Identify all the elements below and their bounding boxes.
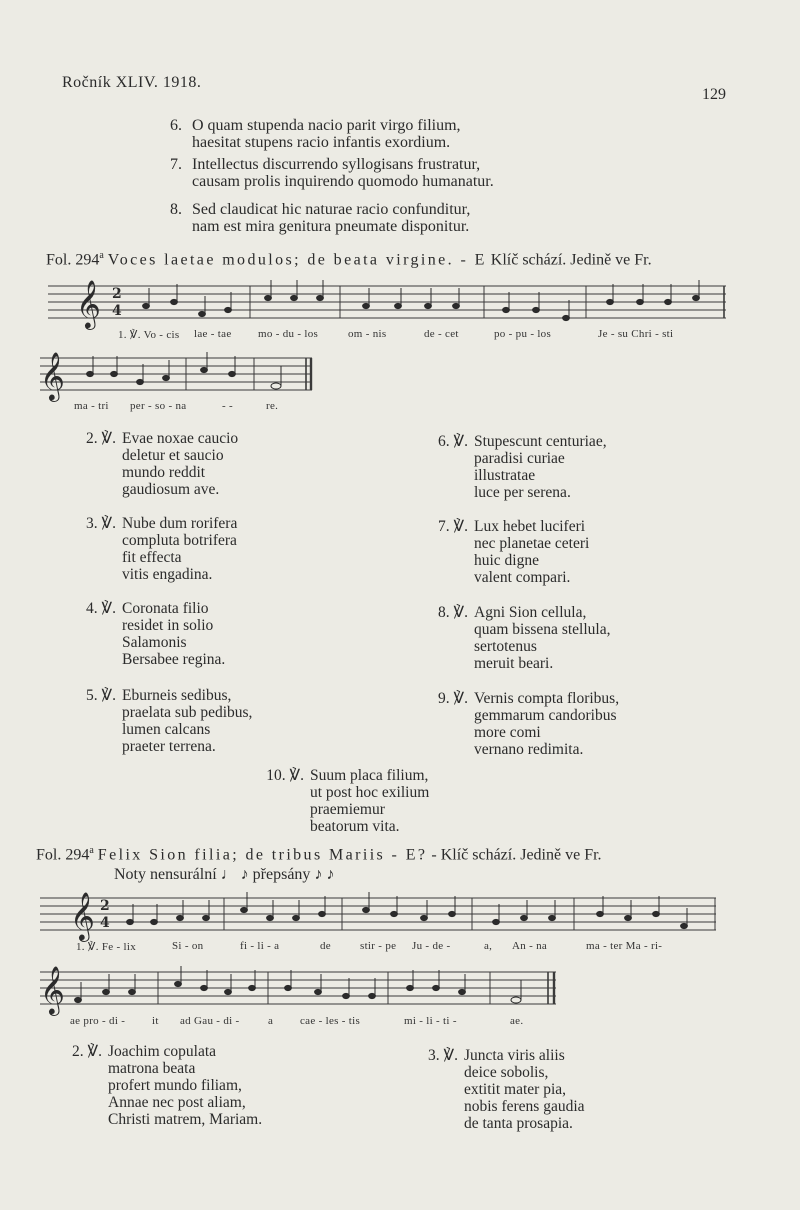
incipit: Felix Sion filia; de tribus Mariis - E? bbox=[97, 846, 428, 864]
verse-line: matrona beata bbox=[108, 1060, 196, 1077]
verse-number: 5. ℣. bbox=[86, 687, 116, 704]
verse-6 bbox=[428, 433, 607, 501]
lyric-syllable: ma - ter Ma - ri- bbox=[586, 940, 663, 952]
notes-staff-3 bbox=[127, 892, 688, 929]
lyric-syllable: fi - li - a bbox=[240, 940, 280, 952]
verse-3b bbox=[418, 1047, 585, 1132]
editorial-note: - Klíč schází. Jedině ve Fr. bbox=[431, 846, 602, 864]
verse-number: 2. ℣. bbox=[86, 430, 116, 447]
staff-3 bbox=[40, 898, 716, 930]
verse-line: Stupescunt centuriae, bbox=[474, 433, 607, 450]
verse-number: 9. ℣. bbox=[438, 690, 468, 707]
lyric-syllable: stir - pe bbox=[360, 940, 397, 952]
verse-line: Joachim copulata bbox=[108, 1043, 217, 1060]
verse-10 bbox=[256, 767, 429, 835]
fol-label: Fol. bbox=[46, 251, 72, 269]
lyric-syllable: 1. ℣. Fe - lix bbox=[76, 941, 137, 953]
treble-clef-icon: 𝄞 bbox=[40, 351, 65, 400]
time-signature-top: 2 bbox=[100, 898, 110, 914]
treble-clef-icon: 𝄞 bbox=[76, 279, 101, 328]
verse-line: paradisi curiae bbox=[474, 450, 565, 467]
verse-line: more comi bbox=[474, 724, 541, 741]
lyric-syllable: po - pu - los bbox=[494, 328, 552, 340]
stanza-6 bbox=[170, 117, 461, 151]
stanza-line: Intellectus discurrendo syllogisans frustratur, bbox=[192, 156, 481, 173]
verse-line: praeter terrena. bbox=[122, 738, 216, 755]
verse-line: profert mundo filiam, bbox=[108, 1077, 242, 1094]
verse-3 bbox=[76, 515, 237, 583]
lyric-syllable: ae. bbox=[510, 1015, 524, 1027]
verse-line: praemiemur bbox=[310, 801, 385, 818]
notes-staff-2 bbox=[87, 352, 281, 389]
verse-line: Bersabee regina. bbox=[122, 651, 226, 668]
verse-line: vernano redimita. bbox=[474, 741, 584, 758]
verse-line: nec planetae ceteri bbox=[474, 535, 590, 552]
time-signature-bottom: 4 bbox=[100, 915, 110, 931]
verse-2 bbox=[76, 430, 238, 498]
verse-number: 7. ℣. bbox=[438, 518, 468, 535]
stanza-number: 8. bbox=[170, 201, 182, 218]
section1-heading bbox=[46, 250, 652, 269]
verse-line: lumen calcans bbox=[122, 721, 211, 738]
stanza-number: 6. bbox=[170, 117, 182, 134]
lyric-syllable: a bbox=[268, 1015, 274, 1027]
verse-number: 4. ℣. bbox=[86, 600, 116, 617]
incipit: Voces laetae modulos; de beata virgine. - E bbox=[107, 251, 487, 269]
verse-line: mundo reddit bbox=[122, 464, 206, 481]
treble-clef-icon: 𝄞 bbox=[40, 965, 65, 1014]
verse-line: gemmarum candoribus bbox=[474, 707, 617, 724]
stanza-7 bbox=[170, 156, 494, 190]
verse-line: ut post hoc exilium bbox=[310, 784, 430, 801]
verse-line: meruit beari. bbox=[474, 655, 554, 672]
page-number: 129 bbox=[702, 86, 726, 103]
lyric-syllable: ae pro - di - bbox=[70, 1015, 126, 1027]
verse-number: 8. ℣. bbox=[438, 604, 468, 621]
verse-line: residet in solio bbox=[122, 617, 214, 634]
verse-line: fit effecta bbox=[122, 549, 182, 566]
stanza-line: haesitat stupens racio infantis exordium. bbox=[192, 134, 451, 151]
lyric-syllable: om - nis bbox=[348, 328, 387, 340]
staff-4 bbox=[40, 972, 556, 1004]
lyric-syllable: de - cet bbox=[424, 328, 459, 340]
fol-number: 294 bbox=[65, 846, 90, 864]
lyric-syllable: de bbox=[320, 940, 331, 952]
verse-line: Coronata filio bbox=[122, 600, 209, 617]
verse-5 bbox=[76, 687, 252, 755]
time-signature-bottom: 4 bbox=[112, 303, 122, 319]
lyric-syllable: An - na bbox=[512, 940, 548, 952]
lyric-syllable: 1. ℣. Vo - cis bbox=[118, 329, 180, 341]
verse-number: 2. ℣. bbox=[72, 1043, 102, 1060]
notes-staff-4 bbox=[75, 966, 521, 1003]
verse-line: compluta botrifera bbox=[122, 532, 237, 549]
verse-line: de tanta prosapia. bbox=[464, 1115, 573, 1132]
verse-4 bbox=[76, 600, 225, 668]
notes-staff-1 bbox=[143, 280, 700, 321]
verse-line: vitis engadina. bbox=[122, 566, 213, 583]
verse-line: Lux hebet luciferi bbox=[474, 518, 586, 535]
fol-label: Fol. bbox=[36, 846, 62, 864]
stanza-line: nam est mira genitura pneumate disponitur. bbox=[192, 218, 470, 235]
verse-2b bbox=[62, 1043, 262, 1128]
verse-line: sertotenus bbox=[474, 638, 537, 655]
lyric-syllable: re. bbox=[266, 400, 279, 412]
editorial-note: Klíč schází. Jedině ve Fr. bbox=[490, 251, 652, 269]
verse-line: Suum placa filium, bbox=[310, 767, 429, 784]
verse-line: deice sobolis, bbox=[464, 1064, 549, 1081]
verse-number: 10. ℣. bbox=[266, 767, 304, 784]
remark-text: Noty nensurální bbox=[114, 866, 217, 883]
verse-line: Vernis compta floribus, bbox=[474, 690, 620, 707]
remark-text: přepsány bbox=[252, 866, 311, 883]
verse-line: beatorum vita. bbox=[310, 818, 400, 835]
lyric-syllable: mi - li - ti - bbox=[404, 1015, 457, 1027]
verse-number: 3. ℣. bbox=[428, 1047, 458, 1064]
lyric-syllable: - - bbox=[222, 400, 233, 412]
verse-line: praelata sub pedibus, bbox=[122, 704, 253, 721]
running-title: Ročník XLIV. 1918. bbox=[62, 74, 202, 91]
staff-1 bbox=[48, 286, 726, 318]
stanza-line: causam prolis inquirendo quomodo humanatur. bbox=[192, 173, 494, 190]
verse-line: gaudiosum ave. bbox=[122, 481, 220, 498]
notation-remark bbox=[114, 866, 334, 884]
verse-line: Nube dum rorifera bbox=[122, 515, 238, 532]
lyric-syllable: Ju - de - bbox=[412, 940, 451, 952]
verse-line: Agni Sion cellula, bbox=[474, 604, 587, 621]
stanza-line: O quam stupenda nacio parit virgo filium, bbox=[192, 117, 461, 134]
stanza-line: Sed claudicat hic naturae racio confunditur, bbox=[192, 201, 471, 218]
staff-2 bbox=[40, 358, 312, 390]
verse-8 bbox=[428, 604, 610, 672]
lyric-syllable: cae - les - tis bbox=[300, 1015, 361, 1027]
verse-number: 6. ℣. bbox=[438, 433, 468, 450]
lyric-syllable: ad Gau - di - bbox=[180, 1015, 240, 1027]
lyric-syllable: Je - su Chri - sti bbox=[598, 328, 674, 340]
fol-superscript: a bbox=[89, 845, 94, 856]
verse-7 bbox=[428, 518, 589, 586]
verse-line: Eburneis sedibus, bbox=[122, 687, 232, 704]
verse-number: 3. ℣. bbox=[86, 515, 116, 532]
section2-heading bbox=[36, 845, 602, 864]
time-signature-top: 2 bbox=[112, 286, 122, 302]
quarter-note-icon: ♩ bbox=[220, 866, 237, 883]
verse-line: deletur et saucio bbox=[122, 447, 224, 464]
verse-line: Salamonis bbox=[122, 634, 187, 651]
verse-line: Evae noxae caucio bbox=[122, 430, 239, 447]
fol-number: 294 bbox=[75, 251, 100, 269]
lyric-syllable: a, bbox=[484, 940, 493, 952]
verse-9 bbox=[428, 690, 619, 758]
verse-line: illustratae bbox=[474, 467, 536, 484]
verse-line: Annae nec post aliam, bbox=[108, 1094, 246, 1111]
lyric-syllable: lae - tae bbox=[194, 328, 232, 340]
fol-superscript: a bbox=[99, 250, 104, 261]
lyric-syllable: it bbox=[152, 1015, 159, 1027]
verse-line: quam bissena stellula, bbox=[474, 621, 611, 638]
verse-line: luce per serena. bbox=[474, 484, 571, 501]
verse-line: extitit mater pia, bbox=[464, 1081, 567, 1098]
eighth-note-icon: ♪ bbox=[240, 866, 249, 883]
stanza-8 bbox=[170, 201, 470, 235]
treble-clef-icon: 𝄞 bbox=[70, 891, 95, 940]
eighth-note-icon: ♪ bbox=[314, 866, 323, 883]
lyric-syllable: Si - on bbox=[172, 940, 204, 952]
eighth-note-icon: ♪ bbox=[326, 866, 335, 883]
lyric-syllable: ma - tri bbox=[74, 400, 109, 412]
verse-line: huic digne bbox=[474, 552, 539, 569]
verse-line: valent compari. bbox=[474, 569, 571, 586]
stanza-number: 7. bbox=[170, 156, 182, 173]
verse-line: nobis ferens gaudia bbox=[464, 1098, 585, 1115]
lyric-syllable: per - so - na bbox=[130, 400, 187, 412]
verse-line: Juncta viris aliis bbox=[464, 1047, 565, 1064]
verse-line: Christi matrem, Mariam. bbox=[108, 1111, 263, 1128]
lyric-syllable: mo - du - los bbox=[258, 328, 319, 340]
